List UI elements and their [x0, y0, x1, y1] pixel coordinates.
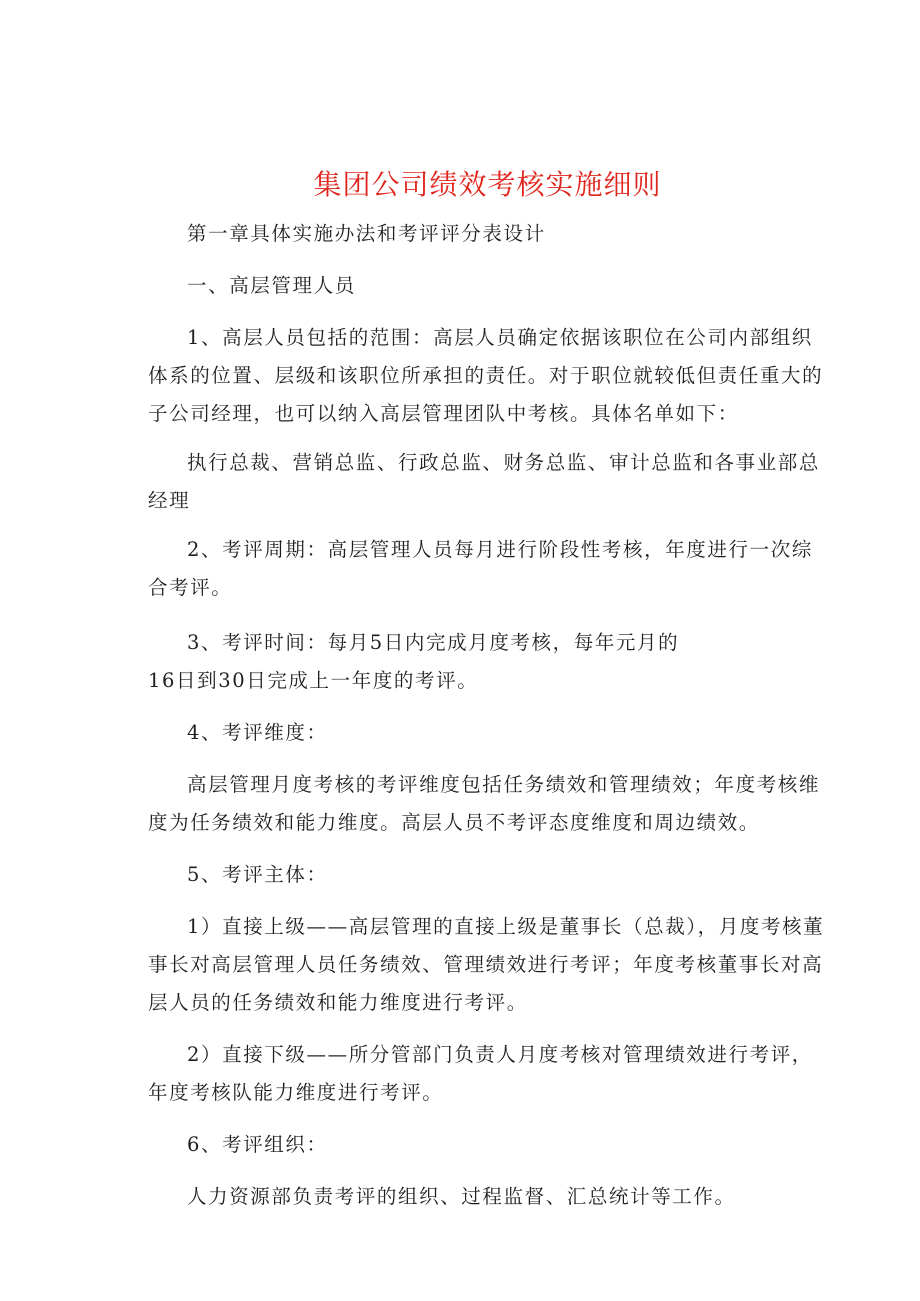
paragraph-time-continued: 16日到30日完成上一年度的考评。 [148, 669, 479, 692]
section-heading: 一、高层管理人员 [187, 274, 356, 297]
document-body [148, 215, 832, 1216]
paragraph-dimension-heading: 4、考评维度： [187, 721, 328, 744]
paragraph-time: 3、考评时间：每月5日内完成月度考核，每年元月的 [187, 631, 680, 654]
paragraph-name-list: 执行总裁、营销总监、行政总监、财务总监、审计总监和各事业部总经理 [148, 451, 821, 512]
paragraph-subject-heading: 5、考评主体： [187, 863, 328, 886]
paragraph-direct-subordinate: 2）直接下级——所分管部门负责人月度考核对管理绩效进行考评，年度考核队能力维度进行考评。 [148, 1043, 813, 1104]
document-title: 集团公司绩效考核实施细则 [313, 168, 662, 201]
paragraph-direct-superior: 1）直接上级——高层管理的直接上级是董事长（总裁），月度考核董事长对高层管理人员任务绩效、管理绩效进行考评；年度考核董事长对高层人员的任务绩效和能力维度进行考评。 [148, 915, 825, 1014]
paragraph-organization: 人力资源部负责考评的组织、过程监督、汇总统计等工作。 [187, 1185, 736, 1208]
paragraph-cycle: 2、考评周期：高层管理人员每月进行阶段性考核，年度进行一次综合考评。 [148, 538, 813, 599]
paragraph-organization-heading: 6、考评组织： [187, 1133, 328, 1156]
paragraph-scope: 1、高层人员包括的范围：高层人员确定依据该职位在公司内部组织体系的位置、层级和该职位所承担的责任。对于职位就较低但责任重大的子公司经理，也可以纳入高层管理团队中考核。具体名单如下： [148, 326, 824, 425]
paragraph-dimension: 高层管理月度考核的考评维度包括任务绩效和管理绩效；年度考核维度为任务绩效和能力维度。高层人员不考评态度维度和周边绩效。 [148, 773, 821, 834]
chapter-heading: 第一章具体实施办法和考评评分表设计 [187, 222, 546, 245]
